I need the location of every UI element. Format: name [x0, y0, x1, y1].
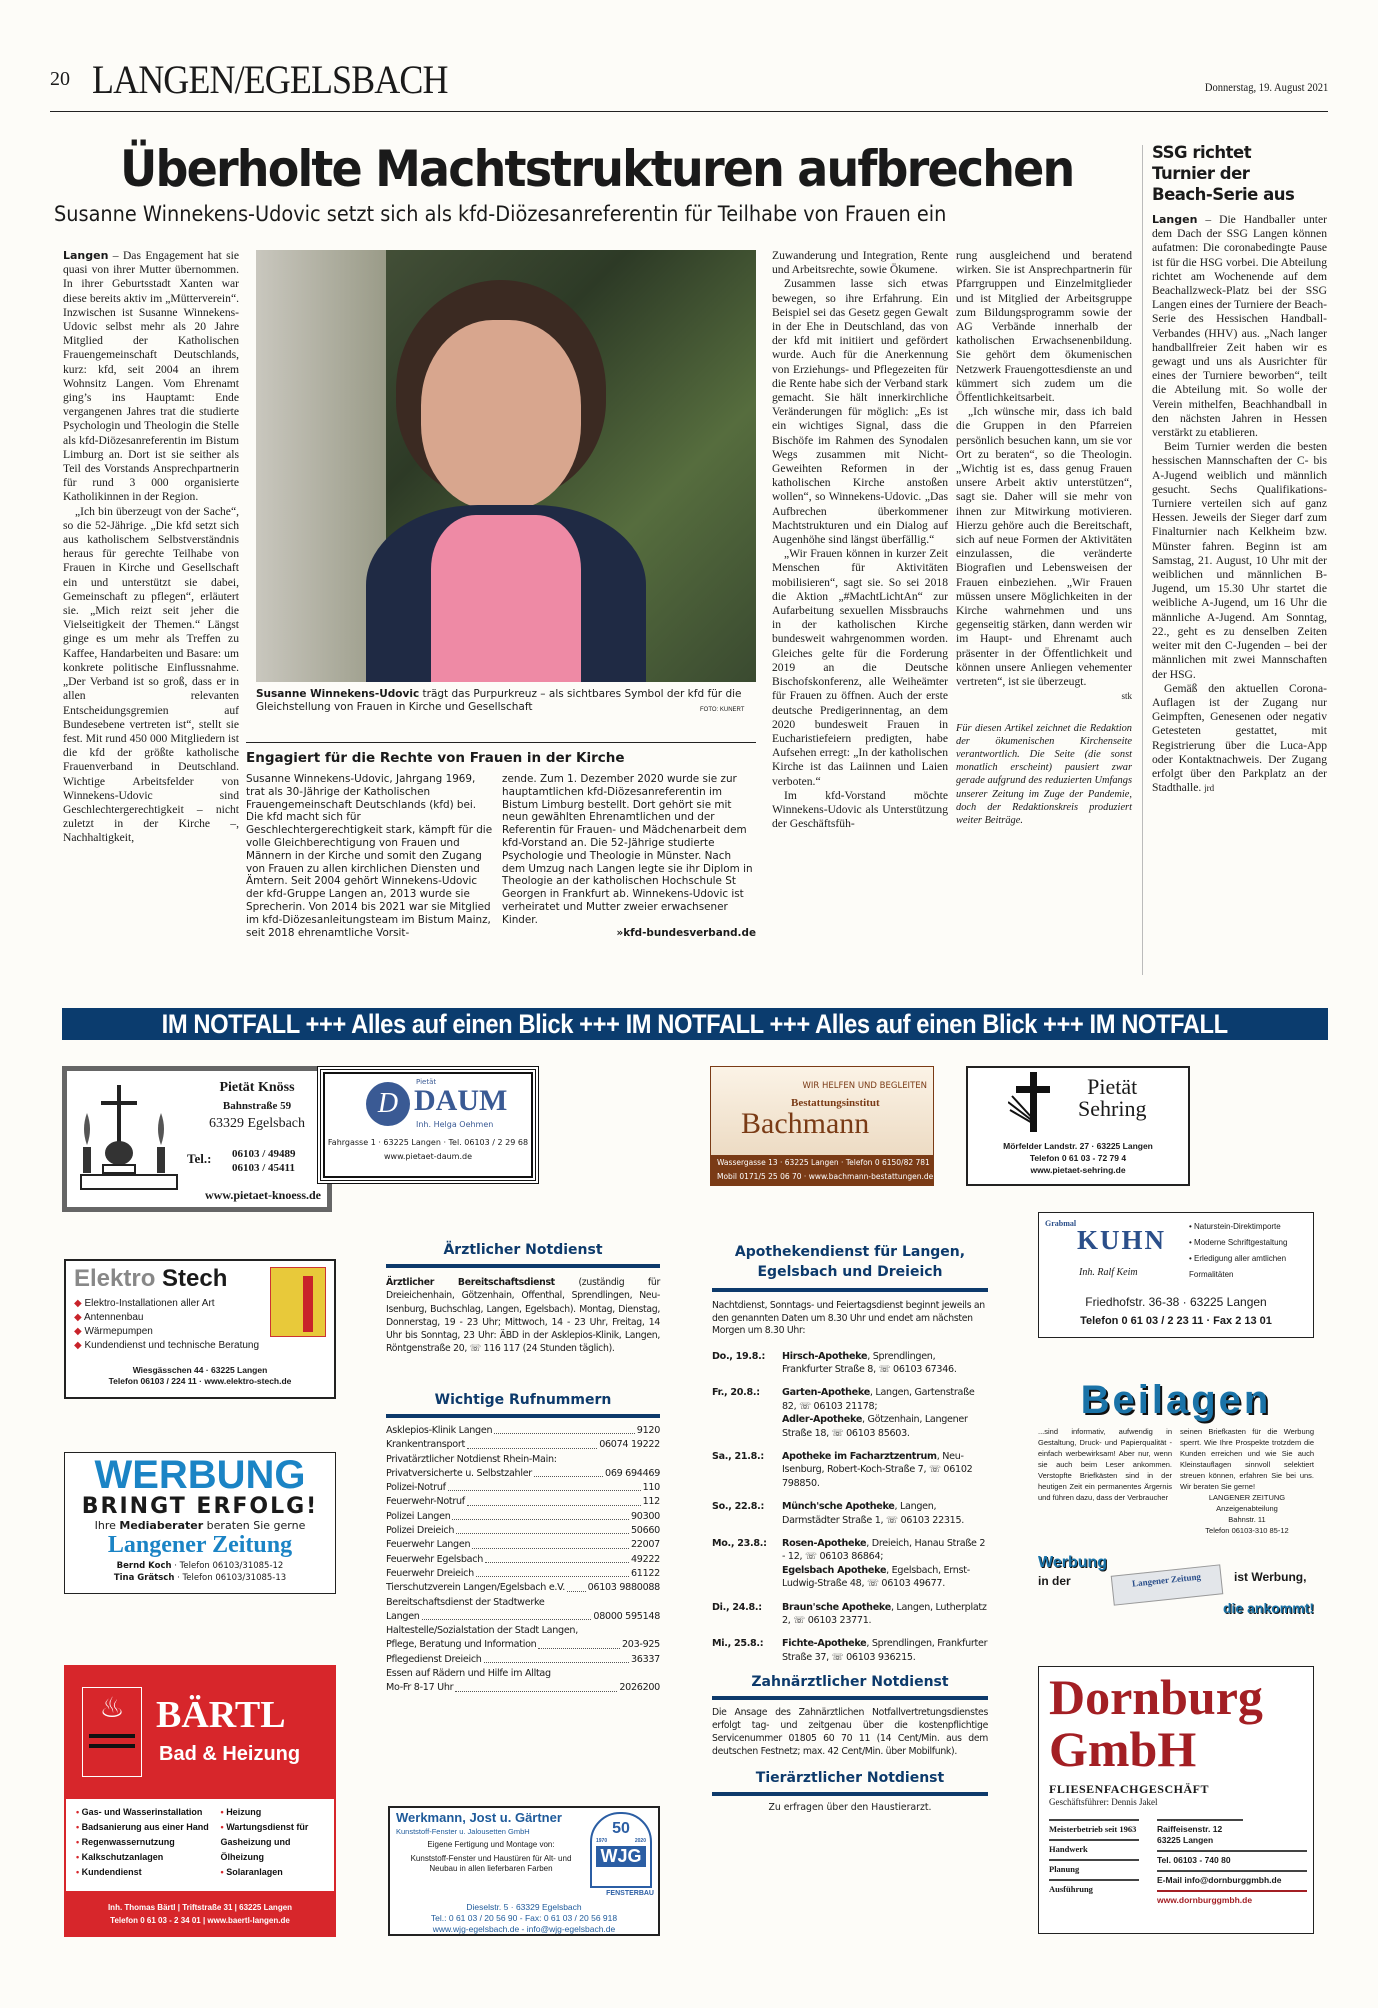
pharmacy-address: , Sprendlingen, Frankfurter Straße 8, ☏ 06103 67346.: [782, 1350, 957, 1375]
leader-dots: [456, 1524, 629, 1534]
bachmann-slogan: WIR HELFEN UND BEGLEITEN: [802, 1081, 927, 1091]
knoess-name: Pietät Knöss: [219, 1080, 295, 1095]
newspaper-icon: [1111, 1564, 1224, 1605]
phone-list: [386, 1424, 660, 1696]
zahn-text: Die Ansage des Zahnärztlichen Notfallvertretungsdienstes erfolgt tag- und zeitgenau über die kostenpflichtige Servicenummer 01805 60 70 11 (14 Cent/Min. aus dem deutschen Festnetz; max. 42 Cent/Min. über Mobilfunk).: [712, 1707, 988, 1758]
phone-number: 50660: [630, 1525, 660, 1537]
services-apotheken: [712, 1242, 988, 1813]
wjg-tel: Tel.: 0 61 03 / 20 56 90 - Fax: 0 61 03 / 20 56 918: [430, 1913, 618, 1923]
werbung-brand: Langener Zeitung: [107, 1532, 293, 1558]
pharmacy-address: , Langen, Lutherplatz 2, ☏ 06103 23771.: [782, 1601, 987, 1626]
phone-row: [386, 1538, 660, 1552]
wjg-sub: Kunststoff-Fenster u. Jalousetten GmbH: [396, 1827, 530, 1836]
paragraph: Gemäß den aktuellen Corona-Auflagen ist der Zugang nur Geimpften, Genesenen oder negativ Getesteten gestattet, mit Registrierung über die Luca-App oder Kontaktnachweis. Der Zugang erfolgt über den Parkplatz an der Stadthalle.: [1152, 681, 1327, 795]
phone-number: 112: [642, 1496, 660, 1508]
dornburg-right: Raiffeisenstr. 12 63225 Langen: [1157, 1819, 1243, 1850]
phone-label: Krankentransport: [386, 1439, 465, 1451]
dornburg-name-2: GmbH: [1049, 1721, 1197, 1777]
phone-label: Polizei Langen: [386, 1510, 451, 1522]
bachmann-name: Bachmann: [741, 1107, 870, 1140]
knoess-tel-label: Tel.:: [187, 1151, 212, 1166]
leader-dots: [485, 1553, 629, 1563]
kuhn-address: Friedhofstr. 36-38 · 63225 Langen: [1085, 1295, 1267, 1309]
banner-text: IM NOTFALL +++ Alles auf einen Blick +++ IM NOTFALL +++ Alles auf einen Blick +++ IM NOTFALL: [161, 1009, 1228, 1039]
beilagen-right: seinen Briefkasten für die Werbung sperrt. Wie Ihre Prospekte trotzdem die Kunden erreichen und wie Sie auch Kleinstauflagen sinnvoll selektiert streuen können, erfahren Sie bei uns. Wir beraten Sie gerne!: [1180, 1427, 1314, 1491]
daum-pre: Pietät: [416, 1078, 437, 1086]
baertl-item: • Kalkschutzanlagen: [76, 1852, 164, 1862]
leader-dots: [472, 1538, 629, 1548]
stech-item: ◆ Kundendienst und technische Beratung: [74, 1340, 260, 1351]
services-rufnummern: [386, 1392, 660, 1696]
ad-pietaet-sehring[interactable]: [966, 1066, 1190, 1186]
sehring-name-2: Sehring: [1078, 1096, 1147, 1121]
pharmacy-entry: [712, 1537, 988, 1591]
aerztlich-text: (zuständig für Dreieichenhain, Götzenhain, Offenthal, Sprendlingen, Neu-Isenburg, Buchschlag, Langen, Egelsbach). Montag, Dienstag, Donnerstag, 19 - 23 Uhr; Mittwoch, 14 - 23 Uhr, Freitag, 14 Uhr bis Sonntag, 23 Uhr: ÄBD in der Asklepios-Klinik, Langen, Röntgenstraße 20, ☏ 116 117 (24 Stunden täglich).: [386, 1277, 661, 1355]
wjg-logo-label: FENSTERBAU: [606, 1890, 654, 1897]
pharmacy-day: Mo., 23.8.:: [712, 1537, 767, 1549]
beilagen-street: Bahnstr. 11: [1228, 1515, 1266, 1524]
phone-row: [386, 1581, 660, 1595]
baertl-item: • Badsanierung aus einer Hand: [76, 1822, 209, 1832]
beilagen-slogan: in der: [1038, 1574, 1071, 1588]
wjg-body: Kunststoff-Fenster und Haustüren für Alt- und Neubau in allen lieferbaren Farben: [410, 1854, 572, 1873]
beilagen-tel: Telefon 06103-310 85-12: [1205, 1526, 1289, 1535]
ad-pietaet-knoess[interactable]: [62, 1066, 332, 1212]
wjg-logo-text: WJG: [596, 1846, 646, 1867]
wjg-address: Dieselstr. 5 · 63329 Egelsbach: [466, 1902, 582, 1912]
beilagen-left: ...sind informativ, aufwendig in Gestaltung, Druck- und Papierqualität - einfach werbewirksam! Aber nur, wenn sie auch beim Leser ankommen. Verstopfte Briefkästen sind in der heutigen Zeit ein permanentes Ärgernis und führen dazu, dass der Verbraucher: [1038, 1427, 1172, 1502]
pharmacy-name: Egelsbach Apotheke: [782, 1564, 887, 1576]
daum-web[interactable]: www.pietaet-daum.de: [383, 1152, 473, 1161]
kuhn-item: • Erledigung aller amtlichen Formalitäten: [1189, 1254, 1287, 1279]
phone-label: Privatärztlicher Notdienst Rhein-Main:: [386, 1453, 557, 1465]
phone-label: Polizei Dreieich: [386, 1525, 455, 1537]
bachmann-line-1: Wassergasse 13 · 63225 Langen · Telefon 0 6150/82 781: [717, 1158, 930, 1167]
phone-row: [386, 1495, 660, 1509]
phone-label: Feuerwehr Egelsbach: [386, 1553, 483, 1565]
ad-dornburg[interactable]: [1038, 1666, 1314, 1934]
caption-name: Susanne Winnekens-Udovic: [256, 688, 420, 700]
author: stk: [1121, 691, 1132, 702]
flame-icon: ♨: [82, 1687, 142, 1777]
dornburg-left: Planung: [1049, 1859, 1139, 1879]
headline: Überholte Machtstrukturen aufbrechen: [120, 140, 1074, 198]
beilagen-slogan: ist Werbung,: [1234, 1570, 1307, 1584]
leader-dots: [452, 1510, 628, 1520]
paragraph: „Wir Frauen können in kurzer Zeit Menschen für Aktivitäten mobilisieren“, sagt sie. So sei 2018 die Aktion „#MachtLichtAn“ zur Aufarbeitung sexuellen Missbrauchs in der katholischen Kirche bundesweit wahrgenommen worden. Gleiches gelte für die Forderung 2019 an die Deutsche Bischofskonferenz, alle Weiheämter für Frauen zu öffnen. Auch der erste deutsche Predigerinnentag, an dem 2020 bundesweit Frauen in Eucharistiefeiern predigten, habe Aufsehen erregt: „In der katholischen Kirche ist das Laiinnen und Laien verboten.“: [772, 547, 948, 788]
subheadline: Susanne Winnekens-Udovic setzt sich als kfd-Diözesanreferentin für Teilhabe von Frauen ein: [54, 202, 947, 226]
paragraph: – Die Handballer unter dem Dach der SSG Langen können aufatmen: Die coronabedingte Pause ist für die HSG vorbei. Die Abteilung richtet am Wochenende auf dem Beachallzweck-Platz bei der SSG Langen eines der Turniere der Beach-Serie des Hessischen Handball-Verbandes (HHV) aus. „Nach langer handballfreier Zeit haben wir es gewagt und uns als Ausrichter für eines der Turniere beworben“, teilt die Abteilung mit. So wolle der Verein mithelfen, Beachhandball in den nächsten Jahren in Hessen verstärkt zu etablieren.: [1152, 213, 1327, 440]
paragraph: Beim Turnier werden die besten hessischen Mannschaften der C- bis A-Jugend weiblich und männlich gesucht. Sechs Qualifikations-Turniere verteilen sich auf ganz Hessen. Jeweils der Sieger darf zum Finalturnier nach Kelkheim bzw. Münster fahren. Beginn ist am Samstag, 21. August, 10 Uhr mit der weiblichen und männlichen B-Jugend, um 15.30 Uhr startet die weibliche A-Jugend, um 16 Uhr die männliche A-Jugend. Am Sonntag, 22., geht es zu denselben Zeiten weiter mit den C-Jugenden – bei der männlichen mit zwei Mannschaften der HSG.: [1152, 440, 1327, 681]
phone-row: [386, 1524, 660, 1538]
phone-label: Polizei-Notruf: [386, 1482, 446, 1494]
rufnummern-title: Wichtige Rufnummern: [434, 1392, 612, 1408]
phone-label: Pflege, Beratung und Information: [386, 1639, 537, 1651]
daum-content: [320, 1072, 536, 1182]
stech-contact: Telefon 06103 / 224 11 · www.elektro-stech.de: [108, 1376, 292, 1386]
wjg-logo-icon: [590, 1812, 652, 1888]
baertl-footer-2: Telefon 0 61 03 - 2 34 01 | www.baertl-langen.de: [110, 1916, 290, 1925]
leader-dots: [484, 1653, 629, 1663]
phone-number: 22007: [630, 1539, 660, 1551]
leader-dots: [448, 1481, 641, 1491]
paragraph: „Ich wünsche mir, dass ich bald die Gruppen in den Pfarreien persönlich besuchen kann, um sie vor Ort zu beraten“, so die Theologin. „Wichtig ist es, dass genug Frauen unsere Arbeit aktiv unterstützen“, sagt sie. Daher will sie mehr von ihnen zur Mitwirkung motivieren. Hierzu gehöre auch die Bereitschaft, sich auf neue Formen der Aktivitäten einzulassen, die veränderte Biografien und Lebensweisen der Frauen einbeziehen. „Wir Frauen müssen unsere Möglichkeiten in der Kirche wahrnehmen und uns gegenseitig stärken, dann werden wir im Haupt- und Ehrenamt auch präsenter in der Öffentlichkeit und können unsere Anliegen vehementer vertreten“, ist sie überzeugt.: [956, 405, 1132, 689]
phone-number: 61122: [630, 1567, 660, 1579]
sehring-tel: Telefon 0 61 03 - 72 79 4: [1029, 1153, 1127, 1163]
wjg-lead: Eigene Fertigung und Montage von:: [427, 1840, 555, 1849]
services-aerztlich: [386, 1242, 660, 1356]
pharmacy-address: , Dreieich, Hanau Straße 2 - 12, ☏ 06103 86864;: [782, 1537, 986, 1563]
tier-text: Zu erfragen über den Haustierarzt.: [768, 1802, 932, 1814]
side-author: jrd: [1204, 783, 1215, 794]
leader-dots: [538, 1638, 620, 1648]
knoess-tel-1: 06103 / 49489: [232, 1148, 296, 1160]
phone-number: 110: [642, 1482, 660, 1494]
phone-label: Pflegedienst Dreieich: [386, 1653, 482, 1665]
phone-number: 069 694469: [605, 1467, 660, 1479]
bachmann-sub: Bestattungsinstitut: [791, 1097, 880, 1109]
section-title: LANGEN/EGELSBACH: [92, 57, 448, 102]
sehring-web[interactable]: www.pietaet-sehring.de: [1030, 1165, 1126, 1175]
baertl-item: • Heizung: [220, 1807, 262, 1817]
phone-label: Mo-Fr 8-17 Uhr: [386, 1682, 454, 1694]
phone-number: 9120: [636, 1425, 660, 1436]
werbung-text: beraten Sie gerne: [203, 1519, 306, 1532]
werbung-text-bold: Mediaberater: [119, 1519, 204, 1532]
phone-row: [386, 1467, 660, 1481]
editorial-note: Für diesen Artikel zeichnet die Redaktion der ökumenischen Kirchenseite verantwortlich. Die Seite (die sonst monatlich erscheint) pausiert zwar gerade aufgrund des reduzierten Umfangs unserer Zeitung im Zuge der Pandemie, doch der Redaktionskreis produziert weiter Beiträge.: [956, 722, 1132, 826]
dornburg-type: FLIESENFACHGESCHÄFT: [1049, 1782, 1209, 1796]
pharmacy-entry: [712, 1350, 988, 1377]
daum-owner: Inh. Helga Oehmen: [416, 1120, 494, 1129]
paragraph: – Das Engagement hat sie quasi von ihrer Mutter übernommen. In ihrer Geburtsstadt Xanten war diese bereits aktiv im „Mütterverein“. Inzwischen ist Susanne Winnekens-Udovic selbst mehr als 20 Jahre Mitglied der Katholischen Frauengemeinschaft Deutschlands, kurz: kfd, seit 2004 an ihrem Wohnsitz Langen. Vom Ehrenamt ging’s ins Hauptamt: Ende vergangenen Jahres trat die studierte Psychologin und Theologin die Stelle als kfd-Diözesanreferentin im Bistum Limburg an. Dort ist sie seither als Teil des Vorstands Ansprechpartnerin für rund 3 000 organisierte Katholikinnen in der Region.: [63, 249, 239, 504]
stech-logo-icon: [270, 1267, 326, 1337]
daum-logo-icon: D: [366, 1082, 410, 1126]
phone-number: 90300: [630, 1510, 660, 1522]
phone-label: Tierschutzverein Langen/Egelsbach e.V.: [386, 1582, 565, 1594]
knoess-street: Bahnstraße 59: [222, 1100, 292, 1112]
phone-row: [386, 1438, 660, 1452]
pharmacy-day: Fr., 20.8.:: [712, 1387, 760, 1399]
baertl-item: • Kundendienst: [76, 1867, 142, 1877]
issue-date: Donnerstag, 19. August 2021: [1204, 80, 1328, 94]
aerztlich-bold: Ärztlicher Bereitschaftsdienst: [386, 1277, 555, 1288]
section-rule: [712, 1696, 988, 1700]
phone-row: [386, 1653, 660, 1667]
pharmacy-address: , Egelsbach, Ernst-Ludwig-Straße 48, ☏ 06103 49677.: [782, 1564, 970, 1590]
stech-item: ◆ Wärmepumpen: [74, 1326, 153, 1337]
wjg-name: Werkmann, Jost u. Gärtner: [396, 1810, 562, 1825]
stech-address: Wiesgässchen 44 · 63225 Langen: [132, 1365, 268, 1375]
knoess-city: 63329 Egelsbach: [208, 1116, 306, 1131]
dornburg-left: Handwerk: [1049, 1839, 1139, 1859]
phone-label: Bereitschaftsdienst der Stadtwerke: [386, 1596, 545, 1608]
pharmacy-list: [712, 1350, 988, 1665]
phone-label: Essen auf Rädern und Hilfe im Alltag: [386, 1668, 551, 1680]
pharmacy-entry: [712, 1637, 988, 1664]
phone-number: 06074 19222: [599, 1439, 660, 1451]
beilagen-title: Beilagen: [1080, 1378, 1272, 1422]
daum-address: Fahrgasse 1 · 63225 Langen · Tel. 06103 / 2 29 68: [327, 1138, 529, 1147]
beilagen-slogan: die ankommt!: [1222, 1600, 1314, 1616]
stech-name-a: Elektro: [74, 1265, 156, 1292]
pharmacy-day: Mi., 25.8.:: [712, 1638, 764, 1650]
ad-werbung[interactable]: [64, 1452, 336, 1594]
phone-row: [386, 1553, 660, 1567]
baertl-footer-1: Inh. Thomas Bärtl | Triftstraße 31 | 63225 Langen: [107, 1903, 293, 1912]
wjg-logo-year: 2020: [634, 1838, 646, 1844]
dornburg-web[interactable]: www.dornburggmbh.de: [1157, 1890, 1307, 1910]
pharmacy-name: Apotheke im Facharztzentrum: [782, 1450, 937, 1462]
daum-name: DAUM: [414, 1084, 508, 1117]
apotheken-title: Apothekendienst für Langen, Egelsbach und Dreieich: [734, 1244, 966, 1280]
article-column-4: [956, 249, 1132, 827]
phone-row: [386, 1424, 660, 1438]
phone-label: Langen: [386, 1610, 420, 1622]
dornburg-right: E-Mail info@dornburggmbh.de: [1157, 1870, 1307, 1890]
phone-number: 2026200: [619, 1682, 660, 1694]
knoess-web[interactable]: www.pietaet-knoess.de: [205, 1188, 321, 1202]
leader-dots: [467, 1438, 597, 1448]
pharmacy-address: , Langen, Darmstädter Straße 1, ☏ 06103 22315.: [782, 1501, 965, 1526]
article-column-1: [63, 249, 239, 846]
leader-dots: [422, 1610, 592, 1620]
section-rule: [712, 1288, 988, 1292]
phone-label: Feuerwehr Langen: [386, 1539, 471, 1551]
paragraph: Zuwanderung und Integration, Rente und Arbeitsrechte, sowie Ökumene.: [772, 249, 948, 277]
baertl-name: BÄRTL: [156, 1694, 286, 1736]
wjg-logo-num: 50: [612, 1820, 630, 1837]
phone-row: [386, 1453, 660, 1467]
ad-elektro-stech[interactable]: [64, 1259, 336, 1399]
werbung-text: Ihre: [94, 1519, 120, 1532]
pharmacy-entry: [712, 1601, 988, 1628]
leader-dots: [455, 1681, 617, 1691]
dornburg-left: Meisterbetrieb seit 1963: [1049, 1819, 1139, 1839]
contact-name: Tina Grätsch: [113, 1573, 175, 1583]
phone-row: [386, 1667, 660, 1681]
pharmacy-address: , Neu-Isenburg, Robert-Koch-Straße 7, ☏ 06102 798850.: [782, 1450, 973, 1489]
phone-row: [386, 1681, 660, 1695]
leader-dots: [494, 1424, 635, 1434]
kuhn-name: KUHN: [1077, 1225, 1166, 1255]
pharmacy-entry: [712, 1450, 988, 1490]
phone-label: Asklepios-Klinik Langen: [386, 1425, 493, 1436]
baertl-item: • Wartungsdienst für Gasheizung und Ölheizung: [220, 1822, 309, 1862]
phone-label: Feuerwehr-Notruf: [386, 1496, 465, 1508]
cross-urn-icon: [73, 1083, 185, 1193]
phone-row: [386, 1567, 660, 1581]
bachmann-line-2: Mobil 0171/5 25 06 70 · www.bachmann-bestattungen.de: [717, 1172, 933, 1181]
apotheken-intro: Nachtdienst, Sonntags- und Feiertagsdienst beginnt jeweils an den genannten Daten um 8.30 Uhr und endet am nächsten Morgen um 8.30 Uhr:: [712, 1300, 985, 1336]
pharmacy-address: , Götzenhain, Langener Straße 18, ☏ 06103 85603.: [782, 1414, 968, 1439]
tier-title: Tierärztlicher Notdienst: [755, 1770, 945, 1787]
contact-tel: · Telefon 06103/31085-12: [171, 1561, 284, 1571]
baertl-item: • Solaranlagen: [220, 1867, 283, 1877]
stech-item: ◆ Antennenbau: [74, 1312, 144, 1323]
beilagen-company: LANGENER ZEITUNG: [1208, 1493, 1286, 1502]
dornburg-name-1: Dornburg: [1049, 1669, 1263, 1725]
ad-kuhn[interactable]: [1038, 1212, 1314, 1338]
kuhn-item: • Moderne Schriftgestaltung: [1189, 1238, 1288, 1247]
photo-credit: FOTO: KUNERT: [700, 707, 745, 713]
contact-tel: · Telefon 06103/31085-13: [174, 1573, 287, 1583]
stech-name-b: Stech: [162, 1265, 228, 1292]
pharmacy-name: Braun'sche Apotheke: [782, 1601, 891, 1613]
sehring-address: Mörfelder Landstr. 27 · 63225 Langen: [1003, 1141, 1153, 1151]
pharmacy-entry: [712, 1500, 988, 1527]
phone-row: [386, 1638, 660, 1652]
phone-row: [386, 1596, 660, 1610]
contact-name: Bernd Koch: [116, 1561, 172, 1571]
baertl-item: • Gas- und Wasserinstallation: [76, 1807, 203, 1817]
phone-row: [386, 1510, 660, 1524]
ad-bachmann[interactable]: [710, 1066, 934, 1186]
knoess-tel-2: 06103 / 45411: [232, 1162, 295, 1174]
dornburg-right: Tel. 06103 - 740 80: [1157, 1850, 1307, 1870]
phone-number: 203-925: [622, 1639, 660, 1651]
phone-row: [386, 1624, 660, 1638]
pharmacy-name: Fichte-Apotheke: [782, 1638, 867, 1650]
leader-dots: [534, 1467, 603, 1477]
phone-number: 08000 595148: [593, 1610, 660, 1622]
kfd-link[interactable]: »kfd-bundesverband.de: [616, 926, 756, 939]
masthead-rule: [50, 111, 1328, 112]
pharmacy-name: Adler-Apotheke: [782, 1414, 863, 1426]
kuhn-owner: Inh. Ralf Keim: [1079, 1267, 1138, 1278]
dornburg-left: Ausführung: [1049, 1879, 1139, 1899]
portrait-photo: [256, 250, 756, 682]
werbung-line-1: WERBUNG: [94, 1453, 306, 1497]
side-dateline: Langen: [1152, 213, 1198, 226]
section-rule: [386, 1414, 660, 1418]
infobox-left: Susanne Winnekens-Udovic, Jahrgang 1969, trat als 30-Jährige der Katholischen Frauengemeinschaft Deutschlands (kfd) bei. Die kfd macht sich für Geschlechtergerechtigkeit stark, kämpft für die volle Gleichberechtigung von Frauen und Männern in der Kirche und somit den Zugang von Frauen zu allen kirchlichen Diensten und Ämtern. Seit 2004 gehört Winnekens-Udovic der kfd-Gruppe Langen an, 2013 wurde sie Sprecherin. Von 2014 bis 2021 war sie Mitglied im kfd-Diözesanleitungsteam im Bistum Mainz, seit 2018 ehrenamtliche Vorsit-: [246, 773, 493, 939]
pharmacy-name: Hirsch-Apotheke: [782, 1350, 868, 1362]
leader-dots: [567, 1581, 586, 1591]
infobox-right-text: zende. Zum 1. Dezember 2020 wurde sie zur hauptamtlichen kfd-Diözesanreferentin im Bistum Limburg bestellt. Dort gehört sie mit neun gewählten Ehrenamtlichen und der Referentin für Frauen- und Mädchenarbeit dem kfd-Vorstand an. Die 52-Jährige studierte Psychologie und Theologie in Münster. Nach dem Umzug nach Langen legte sie ihr Diplom in Theologie an der katholischen Hochschule St Georgen in Frankfurt ab. Winnekens-Udovic ist verheiratet und Mutter zweier erwachsener Kinder.: [502, 773, 753, 926]
phone-label: Feuerwehr Dreieich: [386, 1567, 474, 1579]
phone-label: Privatversicherte u. Selbstzahler: [386, 1467, 532, 1479]
kuhn-tel: Telefon 0 61 03 / 2 23 11 · Fax 2 13 01: [1080, 1315, 1272, 1327]
pharmacy-day: So., 22.8.:: [712, 1501, 764, 1513]
zahn-title: Zahnärztlicher Notdienst: [751, 1674, 949, 1691]
pharmacy-day: Di., 24.8.:: [712, 1601, 762, 1613]
ad-beilagen[interactable]: [1038, 1378, 1314, 1616]
pharmacy-name: Garten-Apotheke: [782, 1387, 870, 1399]
pharmacy-name: Rosen-Apotheke: [782, 1537, 867, 1549]
cross-palm-icon: [1008, 1072, 1058, 1132]
kuhn-pre: Grabmal: [1045, 1219, 1077, 1228]
infobox-right: [502, 773, 756, 939]
pharmacy-name: Münch'sche Apotheke: [782, 1501, 895, 1513]
leader-dots: [476, 1567, 629, 1577]
phone-row: [386, 1610, 660, 1624]
pharmacy-entry: [712, 1386, 988, 1440]
beilagen-slogan: Werbung: [1038, 1554, 1108, 1571]
paragraph: rung ausgleichend und beratend wirken. Sie ist Ansprechpartnerin für Pfarrgruppen und Einzelmitglieder und ist Mitglied der Arbeitsgruppe zum Bildungsprogramm sowie der AG Verbände innerhalb der katholischen Erwachsenenbildung. Sie gehört dem ökumenischen Netzwerk Frauengottesdienste an und kümmert sich zudem um die Öffentlichkeitsarbeit.: [956, 249, 1132, 405]
paragraph: Zusammen lasse sich etwas bewegen, so ihre Erfahrung. Ein Beispiel sei das Gesetz gegen Gewalt in der Ehe in Deutschland, das von der kfd mit initiiert und gefördert wurde. Auch für die Anerkennung von Erziehungs- und Pflegezeiten für die Rente habe sich der Verband stark gemacht. Sie hält innerkirchliche Veränderungen für möglich: „Es ist ein wichtiges Signal, dass die Bischöfe im Rahmen des Synodalen Wegs zusammen mit Nicht-Geweihten Reformen in der katholischen Kirche anstoßen wollen“, so Winnekens-Udovic. „Das Aufbrechen überkommener Machtstrukturen und ein Dialog auf Augenhöhe sind längst überfällig.“: [772, 277, 948, 547]
wjg-logo-year: 1970: [596, 1838, 608, 1844]
paragraph: Im kfd-Vorstand möchte Winnekens-Udovic als Unterstützung der Geschäftsfüh-: [772, 788, 948, 831]
pharmacy-day: Do., 19.8.:: [712, 1350, 766, 1362]
baertl-sub: Bad & Heizung: [159, 1743, 301, 1765]
emergency-banner: [62, 1008, 1328, 1040]
ad-baertl[interactable]: [64, 1665, 336, 1937]
kuhn-item: • Naturstein-Direktimporte: [1189, 1222, 1281, 1231]
werbung-line-2: BRINGT ERFOLG!: [81, 1494, 319, 1519]
phone-number: 49222: [630, 1553, 660, 1565]
beilagen-dept: Anzeigenabteilung: [1216, 1504, 1278, 1513]
pharmacy-day: Sa., 21.8.:: [712, 1450, 764, 1462]
ad-wjg[interactable]: [388, 1806, 660, 1936]
phone-label: Haltestelle/Sozialstation der Stadt Langen,: [386, 1625, 578, 1637]
infobox-rule: [246, 742, 756, 743]
phone-row: [386, 1481, 660, 1495]
section-rule: [386, 1264, 660, 1268]
page-number: 20: [50, 68, 70, 90]
phone-number: 36337: [630, 1653, 660, 1665]
stech-item: ◆ Elektro-Installationen aller Art: [74, 1298, 215, 1309]
section-rule: [712, 1792, 988, 1796]
leader-dots: [467, 1495, 641, 1505]
dateline: Langen: [63, 249, 109, 262]
phone-number: 06103 9880088: [587, 1582, 660, 1594]
infobox-title: Engagiert für die Rechte von Frauen in der Kirche: [246, 750, 625, 766]
pharmacy-address: , Langen, Gartenstraße 82, ☏ 06103 21178;: [782, 1387, 975, 1412]
photo-caption: [256, 688, 756, 714]
paper-label: Langener Zeitung: [1131, 1571, 1202, 1589]
side-article-body: [1152, 213, 1327, 795]
column-divider: [1142, 145, 1143, 975]
caption-text: trägt das Purpurkreuz – als sichtbares Symbol der kfd für die Gleichstellung von Frauen in Kirche und Gesellschaft: [256, 688, 742, 713]
article-column-3: [772, 249, 948, 831]
aerztlich-title: Ärztlicher Notdienst: [443, 1242, 603, 1258]
sehring-name-1: Pietät: [1087, 1074, 1138, 1099]
dornburg-ceo: Geschäftsführer: Dennis Jakel: [1049, 1797, 1158, 1807]
baertl-item: • Regenwassernutzung: [76, 1837, 175, 1847]
side-headline: SSG richtet Turnier der Beach-Serie aus: [1152, 143, 1295, 204]
wjg-web[interactable]: www.wjg-egelsbach.de - info@wjg-egelsbach.de: [432, 1924, 616, 1934]
paragraph: „Ich bin überzeugt von der Sache“, so die 52-Jährige. „Die kfd setzt sich aus katholischem Selbstverständnis heraus für gerechte Teilhabe von Frauen in Kirche und Gesellschaft ein und unterstützt sie dabei, Gemeinschaft zu pflegen“, erläutert sie. „Mich reizt seit jeher die Vielseitigkeit der Themen.“ Längst ginge es um mehr als Treffen zu Kaffee, Handarbeiten und Basare: um konkrete politische Einflussnahme. „Der Verband ist so groß, dass er in allen relevanten Entscheidungsgremien auf Bundesebene vertreten ist“, stellt sie fest. Mit rund 450 000 Mitgliedern ist die kfd der größte katholische Frauenverband in Deutschland. Wichtige Arbeitsfelder von Winnekens-Udovic sind Geschlechtergerechtigkeit – nicht zuletzt in der Kirche –, Nachhaltigkeit,: [63, 504, 239, 845]
pharmacy-address: , Sprendlingen, Frankfurter Straße 37, ☏ 06103 936215.: [782, 1638, 988, 1663]
